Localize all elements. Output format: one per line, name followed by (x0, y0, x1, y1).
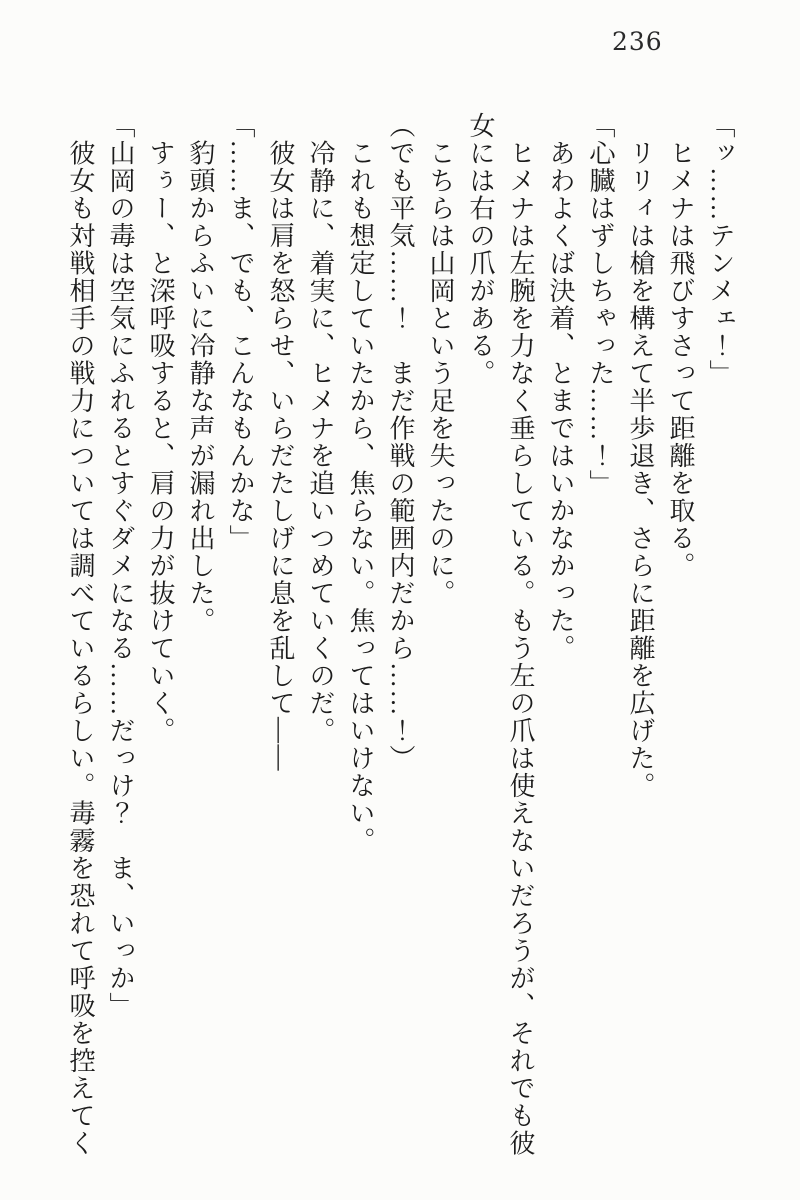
text-column: こちらは山岡という足を失ったのに。 (426, 112, 455, 607)
text-column: 豹頭からふいに冷静な声が漏れ出した。 (186, 112, 215, 635)
text-column: 冷静に、着実に、ヒメナを追いつめていくのだ。 (306, 112, 335, 745)
text-column: リリィは槍を構えて半歩退き、さらに距離を広げた。 (626, 112, 655, 800)
text-column: 「……ま、でも、こんなもんかな」 (226, 112, 255, 552)
text-column: 彼女は肩を怒らせ、いらだたしげに息を乱して―― (266, 112, 295, 772)
text-column: ヒメナは左腕を力なく垂らしている。もう左の爪は使えないだろうが、それでも彼 (506, 112, 535, 1157)
text-column: これも想定していたから、焦らない。焦ってはいけない。 (346, 112, 375, 855)
text-column: 「山岡の毒は空気にふれるとすぐダメになる……だっけ？ ま、いっか」 (106, 112, 135, 1020)
text-column: あわよくば決着、とまではいかなかった。 (546, 112, 575, 662)
text-column: 「ッ……テンメェ！」 (706, 112, 735, 387)
text-column: 「心臓はずしちゃった……！」 (586, 112, 615, 497)
text-column: 女には右の爪がある。 (466, 112, 495, 387)
text-column: ヒメナは飛びすさって距離を取る。 (666, 112, 695, 580)
page-number: 236 (612, 27, 663, 56)
text-column: （でも平気……！ まだ作戦の範囲内だから……！） (386, 112, 415, 772)
text-column: 彼女も対戦相手の戦力については調べているらしい。毒霧を恐れて呼吸を控えてく (66, 112, 95, 1157)
text-column: すぅー、と深呼吸すると、肩の力が抜けていく。 (146, 112, 175, 745)
vertical-text-block (60, 112, 740, 1160)
